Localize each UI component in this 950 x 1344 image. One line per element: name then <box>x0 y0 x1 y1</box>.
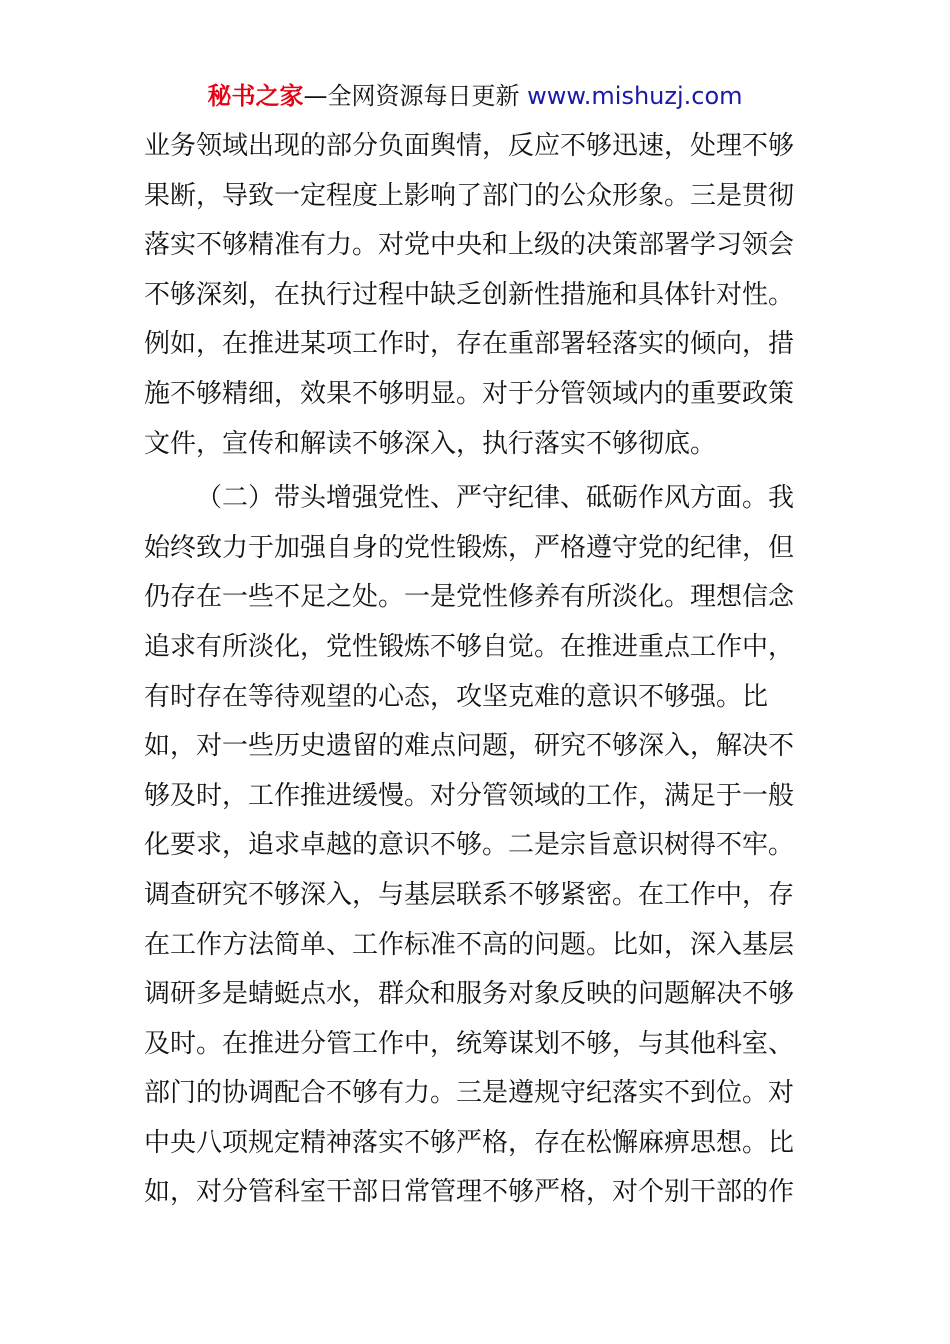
text-line: 够及时，工作推进缓慢。对分管领域的工作，满足于一般 <box>144 780 795 811</box>
site-url-link[interactable]: www.mishuzj.com <box>527 82 743 110</box>
text-line: 文件，宣传和解读不够深入，执行落实不够彻底。 <box>144 428 717 459</box>
text-line: （二）带头增强党性、严守纪律、砥砺作风方面。我 <box>196 483 795 514</box>
text-line: 如，对一些历史遗留的难点问题，研究不够深入，解决不 <box>144 731 795 762</box>
document-body <box>144 122 808 1218</box>
text-line: 化要求，追求卓越的意识不够。二是宗旨意识树得不牢。 <box>144 830 795 861</box>
site-header <box>0 80 950 112</box>
text-line: 例如，在推进某项工作时，存在重部署轻落实的倾向，措 <box>144 329 795 360</box>
text-line: 仍存在一些不足之处。一是党性修养有所淡化。理想信念 <box>144 582 795 613</box>
text-line: 如，对分管科室干部日常管理不够严格，对个别干部的作 <box>144 1177 795 1208</box>
text-line: 施不够精细，效果不够明显。对于分管领域内的重要政策 <box>144 378 795 409</box>
text-line: 果断，导致一定程度上影响了部门的公众形象。三是贯彻 <box>144 180 795 211</box>
text-line: 有时存在等待观望的心态，攻坚克难的意识不够强。比 <box>144 681 769 712</box>
paragraph-1 <box>144 122 808 469</box>
text-line: 在工作方法简单、工作标准不高的问题。比如，深入基层 <box>144 929 795 960</box>
text-line: 及时。在推进分管工作中，统筹谋划不够，与其他科室、 <box>144 1028 795 1059</box>
text-line: 不够深刻，在执行过程中缺乏创新性措施和具体针对性。 <box>144 279 795 310</box>
text-line: 落实不够精准有力。对党中央和上级的决策部署学习领会 <box>144 230 795 261</box>
paragraph-2 <box>144 474 808 1218</box>
text-line: 始终致力于加强自身的党性锻炼，严格遵守党的纪律，但 <box>144 532 795 563</box>
brand-name: 秘书之家 <box>207 82 304 110</box>
text-line: 调研多是蜻蜓点水，群众和服务对象反映的问题解决不够 <box>144 979 795 1010</box>
brand-slogan: —全网资源每日更新 <box>303 82 520 110</box>
text-line: 调查研究不够深入，与基层联系不够紧密。在工作中，存 <box>144 879 795 910</box>
text-line: 业务领域出现的部分负面舆情，反应不够迅速，处理不够 <box>144 131 795 161</box>
text-line: 追求有所淡化，党性锻炼不够自觉。在推进重点工作中， <box>144 631 795 662</box>
text-line: 部门的协调配合不够有力。三是遵规守纪落实不到位。对 <box>144 1078 795 1109</box>
text-line: 中央八项规定精神落实不够严格，存在松懈麻痹思想。比 <box>144 1127 795 1158</box>
